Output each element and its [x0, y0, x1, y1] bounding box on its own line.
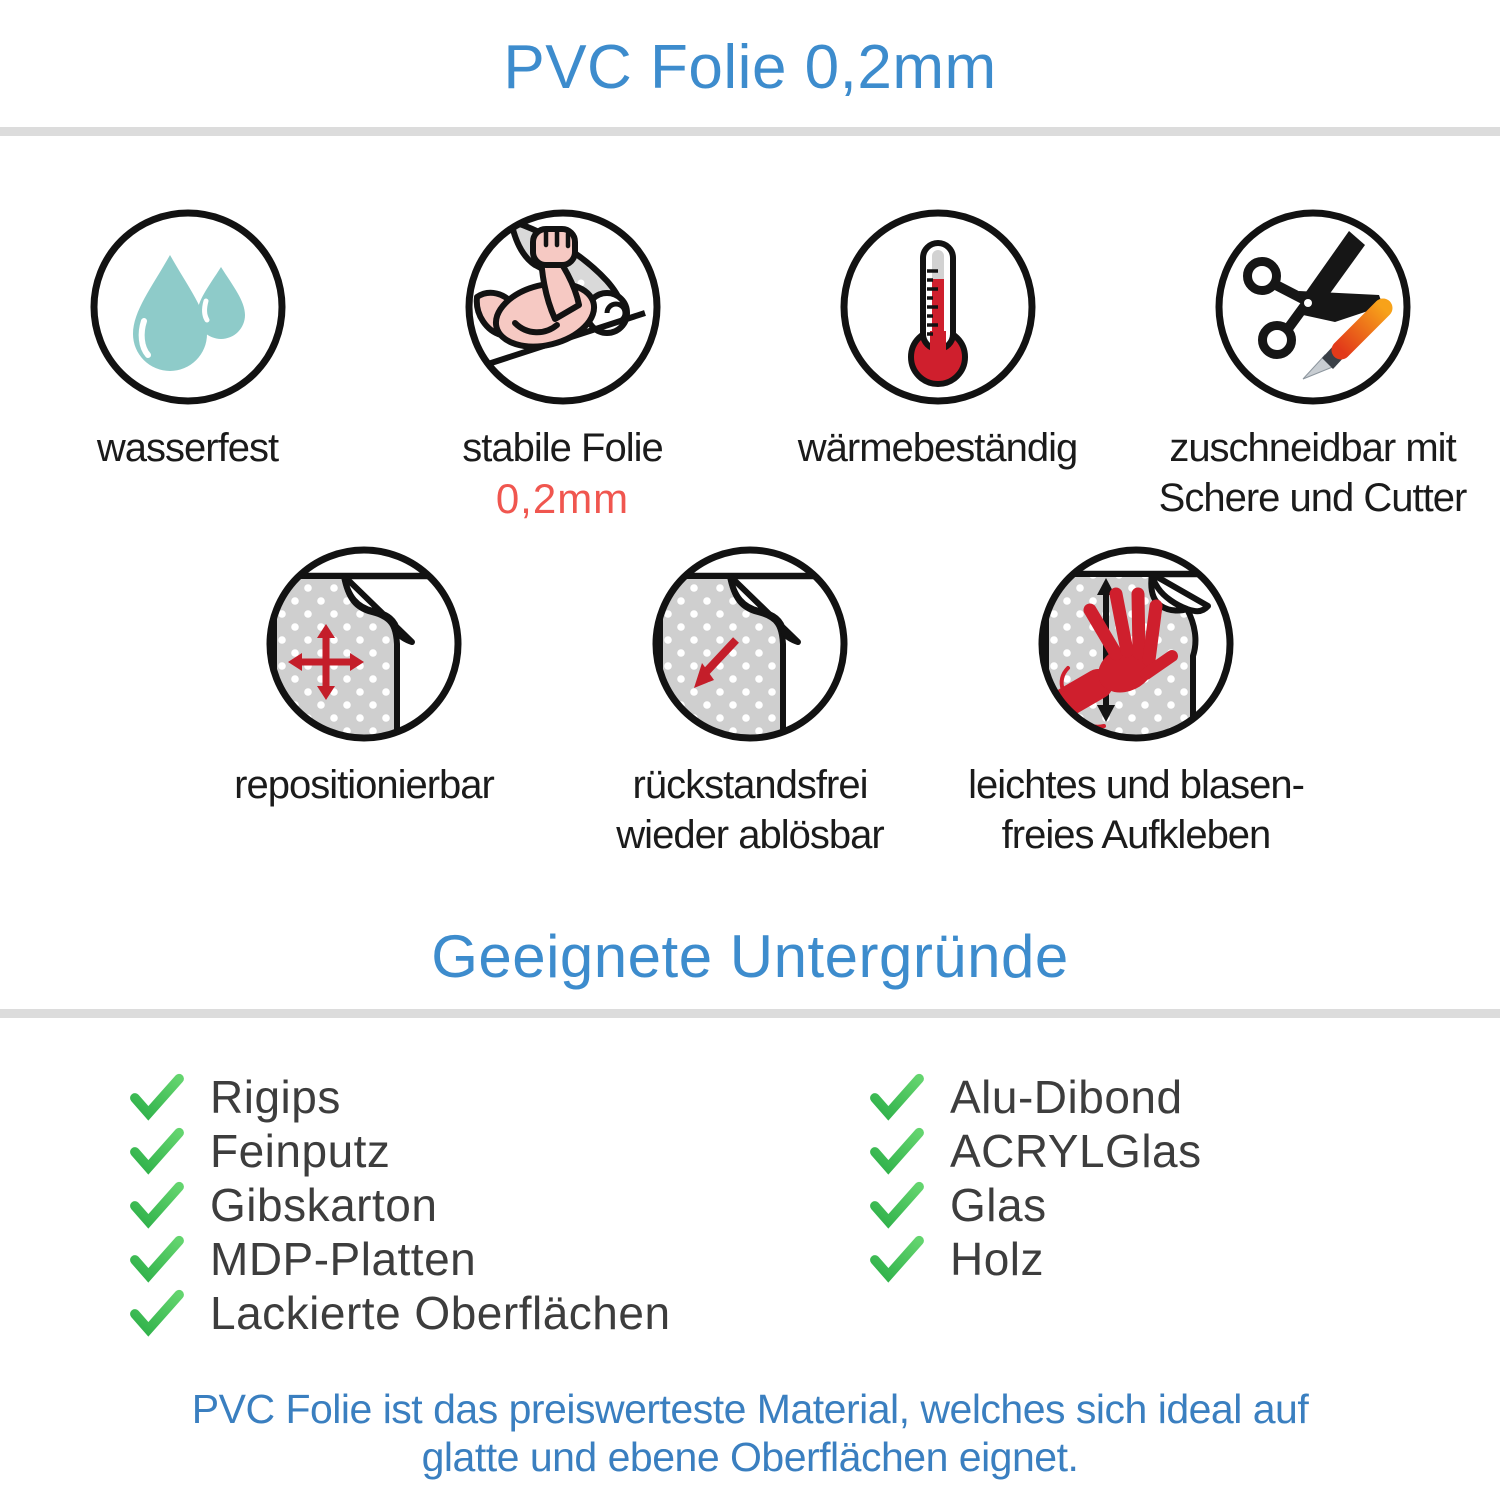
check-icon — [868, 1180, 926, 1230]
surface-label: ACRYLGlas — [950, 1125, 1202, 1177]
footer-note — [0, 1385, 1500, 1482]
feature-sub-label: 0,2mm — [495, 475, 630, 522]
feature-label: wasserfest — [96, 426, 279, 470]
feature-repositionierbar — [171, 542, 557, 860]
list-item — [868, 1178, 1202, 1232]
feature-label: wieder ablösbar — [616, 813, 884, 857]
thermometer-icon — [836, 205, 1040, 409]
list-item — [128, 1286, 868, 1340]
feature-label: stabile Folie — [462, 426, 663, 470]
surface-label: Lackierte Oberflächen — [210, 1287, 671, 1339]
surface-label: Alu-Dibond — [950, 1071, 1183, 1123]
surface-label: Glas — [950, 1179, 1047, 1231]
feature-label: Schere und Cutter — [1158, 476, 1467, 520]
list-item — [128, 1232, 868, 1286]
feature-label: leichtes und blasen- — [968, 763, 1304, 807]
section-title-untergruende: Geeignete Untergründe — [431, 923, 1069, 990]
surface-label: Feinputz — [210, 1125, 391, 1177]
feature-label: wärmebeständig — [797, 426, 1078, 470]
check-icon — [128, 1072, 186, 1122]
feature-blasenfreies-aufkleben — [943, 542, 1329, 860]
list-item — [868, 1232, 1202, 1286]
feature-waermebestaendig — [750, 205, 1125, 523]
repositionable-foil-icon — [262, 542, 466, 746]
list-item — [128, 1070, 868, 1124]
list-item — [868, 1124, 1202, 1178]
muscle-arm-foil-roll-icon — [461, 205, 665, 409]
water-drops-icon — [86, 205, 290, 409]
feature-row-1 — [0, 205, 1500, 523]
feature-label: freies Aufkleben — [1001, 813, 1271, 857]
feature-wasserfest — [0, 205, 375, 523]
divider — [0, 1009, 1500, 1018]
surface-label: Rigips — [210, 1071, 341, 1123]
divider — [0, 127, 1500, 136]
list-item — [128, 1178, 868, 1232]
surface-label: Gibskarton — [210, 1179, 438, 1231]
check-icon — [128, 1180, 186, 1230]
footer-line: PVC Folie ist das preiswerteste Material, welches sich ideal auf — [191, 1386, 1309, 1432]
feature-label: repositionierbar — [234, 763, 494, 807]
surface-label: Holz — [950, 1233, 1045, 1285]
check-icon — [128, 1126, 186, 1176]
check-icon — [128, 1234, 186, 1284]
footer-line: glatte und ebene Oberflächen eignet. — [421, 1434, 1079, 1481]
feature-stabile-folie — [375, 205, 750, 523]
feature-label: rückstandsfrei — [632, 763, 868, 807]
check-icon — [868, 1072, 926, 1122]
surface-list-left — [128, 1070, 868, 1340]
list-item — [868, 1070, 1202, 1124]
page-title: PVC Folie 0,2mm — [503, 33, 997, 102]
feature-zuschneidbar — [1125, 205, 1500, 523]
check-icon — [128, 1288, 186, 1338]
feature-rueckstandsfrei — [557, 542, 943, 860]
list-item — [128, 1124, 868, 1178]
check-icon — [868, 1126, 926, 1176]
surface-list-right — [868, 1070, 1202, 1340]
feature-label: zuschneidbar mit — [1169, 426, 1456, 470]
check-icon — [868, 1234, 926, 1284]
scissors-and-cutter-icon — [1211, 205, 1415, 409]
surface-checklist — [128, 1070, 1460, 1340]
bubble-free-application-icon — [1034, 542, 1238, 746]
surface-label: MDP-Platten — [210, 1233, 477, 1285]
feature-row-2 — [171, 542, 1329, 860]
residue-free-removal-icon — [648, 542, 852, 746]
